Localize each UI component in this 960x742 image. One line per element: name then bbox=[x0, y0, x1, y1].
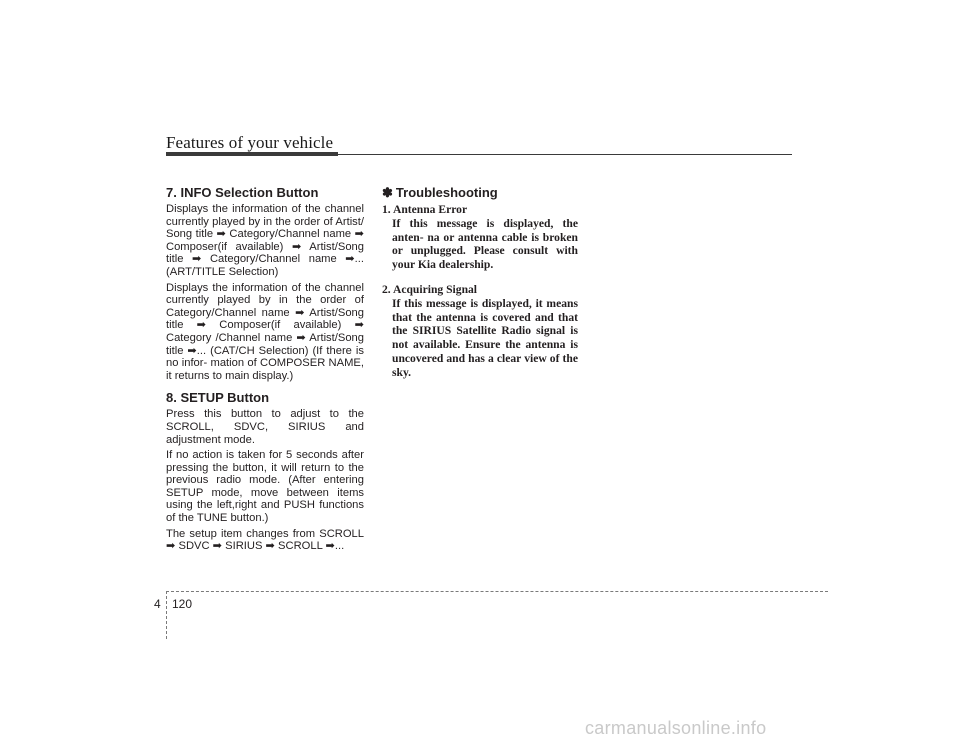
section-8-heading: 8. SETUP Button bbox=[166, 390, 270, 406]
asterisk-icon: ✽ bbox=[382, 185, 393, 200]
troubleshooting-item-title: 1. Antenna Error bbox=[382, 203, 468, 216]
page-number: 120 bbox=[172, 597, 193, 611]
page-header-title: Features of your vehicle bbox=[166, 133, 334, 152]
left-column bbox=[166, 185, 364, 556]
troubleshooting-heading bbox=[382, 185, 578, 201]
right-column bbox=[382, 185, 578, 391]
section-8-paragraph: Press this button to adjust to the SCROLL, SDVC, SIRIUS and adjustment mode. bbox=[166, 408, 364, 446]
header-rule-thin bbox=[338, 154, 792, 155]
troubleshooting-item-body: If this message is displayed, the anten- na or antenna cable is broken or unplugged. Please consult with your Kia dealership. bbox=[392, 216, 578, 272]
section-8-paragraph: If no action is taken for 5 seconds after pressing the button, it will return to the previous radio mode. (After entering SETUP mode, move between items using the left,right and PUSH functions of the TUNE button.) bbox=[166, 449, 364, 525]
header-rule-thick bbox=[166, 152, 338, 156]
troubleshooting-item bbox=[382, 283, 578, 380]
troubleshooting-item bbox=[382, 203, 578, 272]
section-7-paragraph: Displays the information of the channel currently played by in the order of Artist/ Song title ➡ Category/Channel name ➡ Composer(if available) ➡ Artist/Song title ➡ Category/Channel name ➡... (ART/TITLE Selection) bbox=[166, 203, 364, 278]
section-7-heading: 7. INFO Selection Button bbox=[166, 185, 319, 200]
chapter-number: 4 bbox=[154, 597, 161, 611]
troubleshooting-item-title: 2. Acquiring Signal bbox=[382, 282, 478, 296]
section-8-paragraph: The setup item changes from SCROLL ➡ SDVC ➡ SIRIUS ➡ SCROLL ➡... bbox=[166, 527, 364, 553]
troubleshooting-heading-text: Troubleshooting bbox=[395, 185, 498, 200]
section-7-paragraph: Displays the information of the channel currently played by in the order of Category/Channel name ➡ Artist/Song title ➡ Composer(if available) ➡ Category /Channel name ➡ Artist/Song title ➡... (CAT/CH Selection) (If there is no infor- mation of COMPOSER NAME, it returns to main display.) bbox=[166, 281, 364, 382]
troubleshooting-item-body: If this message is displayed, it means that the antenna is covered and that the SIRIUS Satellite Radio signal is not available. Ensure the antenna is uncovered and has a clear view of the sky. bbox=[392, 296, 578, 379]
footer-vertical-divider bbox=[166, 591, 167, 639]
watermark-text: carmanualsonline.info bbox=[585, 718, 767, 738]
footer-divider bbox=[166, 591, 828, 592]
